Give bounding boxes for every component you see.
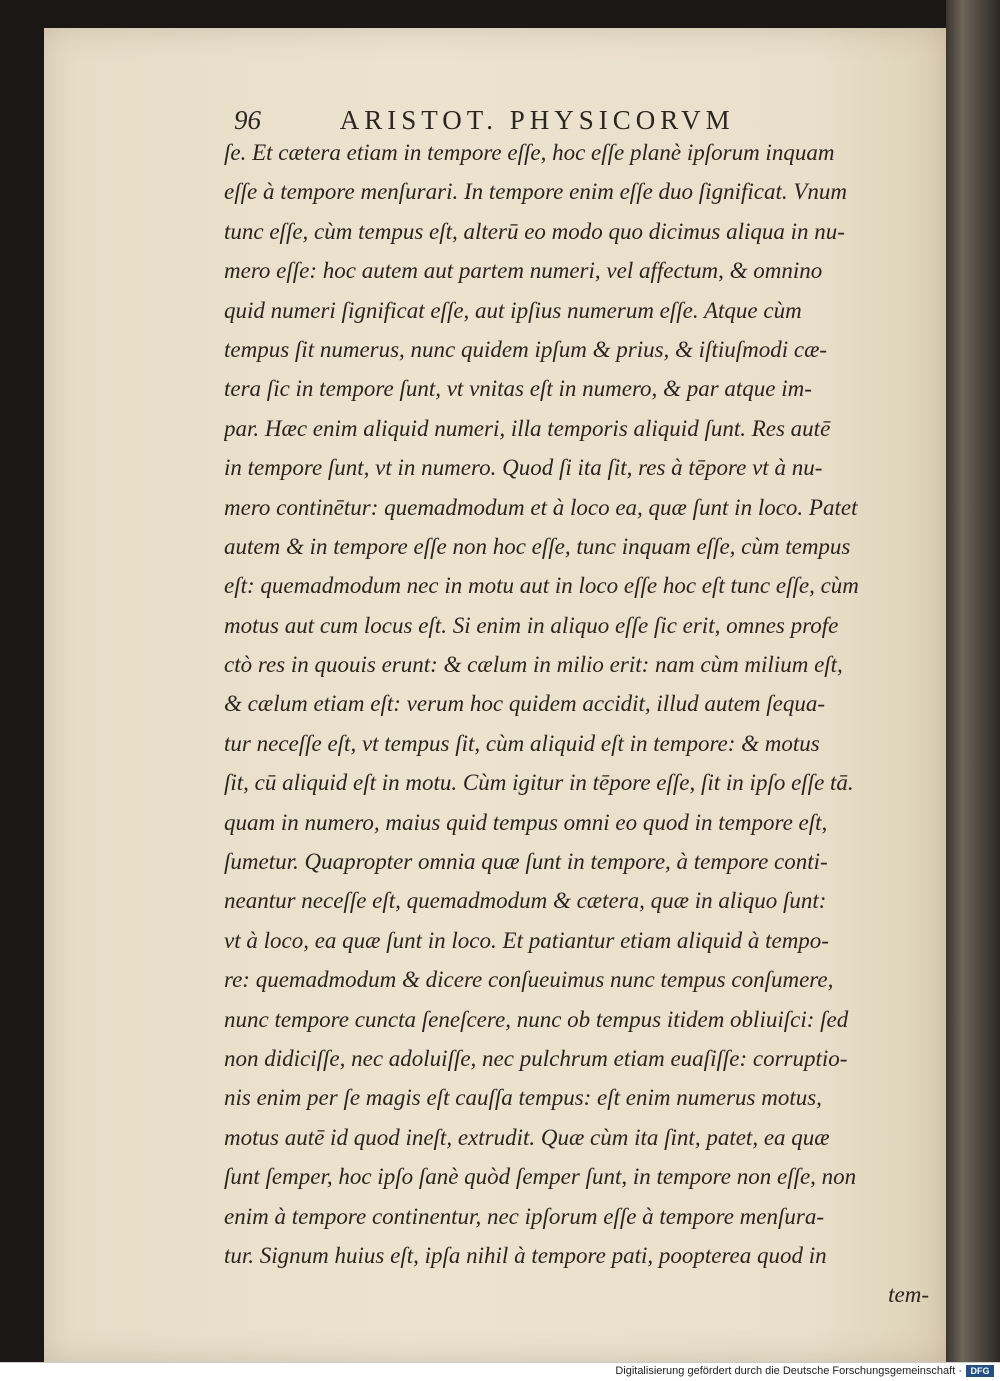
- text-line: quam in numero, maius quid tempus omni eo quod in tempore eſt,: [224, 809, 828, 835]
- dfg-logo: DFG: [966, 1365, 994, 1377]
- catchword: tem-: [888, 1282, 929, 1308]
- running-head: [234, 105, 854, 136]
- text-line: enim à tempore continentur, nec ipſorum eſſe à tempore menſura-: [224, 1203, 824, 1229]
- text-line: eſſe à tempore menſurari. In tempore enim eſſe duo ſignificat. Vnum: [224, 179, 847, 205]
- digitization-footer: [0, 1362, 1000, 1381]
- text-line: tempus ſit numerus, nunc quidem ipſum & prius, & iſtiuſmodi cæ-: [224, 336, 828, 362]
- text-line: motus autē id quod ineſt, extrudit. Quæ cùm ita ſint, patet, ea quæ: [224, 1124, 830, 1150]
- text-line: mero continētur: quemadmodum et à loco ea, quæ ſunt in loco. Patet: [224, 494, 858, 520]
- text-line: ſumetur. Quapropter omnia quæ ſunt in tempore, à tempore conti-: [224, 849, 828, 875]
- text-line: nunc tempore cuncta ſeneſcere, nunc ob tempus itidem obliuiſci: ſed: [224, 1006, 849, 1032]
- text-line: tur neceſſe eſt, vt tempus ſit, cùm aliquid eſt in tempore: & motus: [224, 730, 820, 756]
- running-title: ARISTOT. PHYSICORVM: [339, 105, 735, 135]
- text-line: re: quemadmodum & dicere conſueuimus nunc tempus conſumere,: [224, 967, 834, 993]
- text-line: ſe. Et cætera etiam in tempore eſſe, hoc eſſe planè ipſorum inquam: [224, 140, 835, 165]
- body-text: [224, 133, 939, 1315]
- text-line: neantur neceſſe eſt, quemadmodum & cætera, quæ in aliquo ſunt:: [224, 888, 827, 914]
- text-line: ctò res in quouis erunt: & cælum in milio erit: nam cùm milium eſt,: [224, 652, 843, 678]
- text-line: non didiciſſe, nec adoluiſſe, nec pulchrum etiam euaſiſſe: corruptio-: [224, 1045, 848, 1071]
- text-line: motus aut cum locus eſt. Si enim in aliquo eſſe ſic erit, omnes profe: [224, 612, 839, 638]
- text-line: in tempore ſunt, vt in numero. Quod ſi ita ſit, res à tēpore vt à nu-: [224, 455, 823, 481]
- page-number: 96: [234, 105, 261, 135]
- funding-credit: Digitalisierung gefördert durch die Deutsche Forschungsgemeinschaft ·: [615, 1365, 962, 1377]
- text-line: ſunt ſemper, hoc ipſo ſanè quòd ſemper ſunt, in tempore non eſſe, non: [224, 1164, 857, 1190]
- text-line: vt à loco, ea quæ ſunt in loco. Et patiantur etiam aliquid à tempo-: [224, 927, 829, 953]
- text-line: par. Hæc enim aliquid numeri, illa temporis aliquid ſunt. Res autē: [224, 415, 831, 441]
- text-line: mero eſſe: hoc autem aut partem numeri, vel affectum, & omnino: [224, 258, 823, 284]
- text-line: autem & in tempore eſſe non hoc eſſe, tunc inquam eſſe, cùm tempus: [224, 533, 851, 559]
- text-line: ſit, cū aliquid eſt in motu. Cùm igitur in tēpore eſſe, ſit in ipſo eſſe tā.: [224, 770, 854, 796]
- text-line: quid numeri ſignificat eſſe, aut ipſius numerum eſſe. Atque cùm: [224, 297, 802, 323]
- text-line: tunc eſſe, cùm tempus eſt, alterū eo modo quo dicimus aliqua in nu-: [224, 218, 845, 244]
- text-line: & cælum etiam eſt: verum hoc quidem accidit, illud autem ſequa-: [224, 691, 826, 717]
- text-line: tera ſic in tempore ſunt, vt vnitas eſt in numero, & par atque im-: [224, 376, 812, 402]
- text-line: nis enim per ſe magis eſt cauſſa tempus: eſt enim numerus motus,: [224, 1085, 822, 1111]
- text-line: tur. Signum huius eſt, ipſa nihil à tempore pati, poopterea quod in: [224, 1242, 827, 1268]
- page-edge: [946, 0, 1000, 1362]
- text-line: eſt: quemadmodum nec in motu aut in loco eſſe hoc eſt tunc eſſe, cùm: [224, 573, 859, 599]
